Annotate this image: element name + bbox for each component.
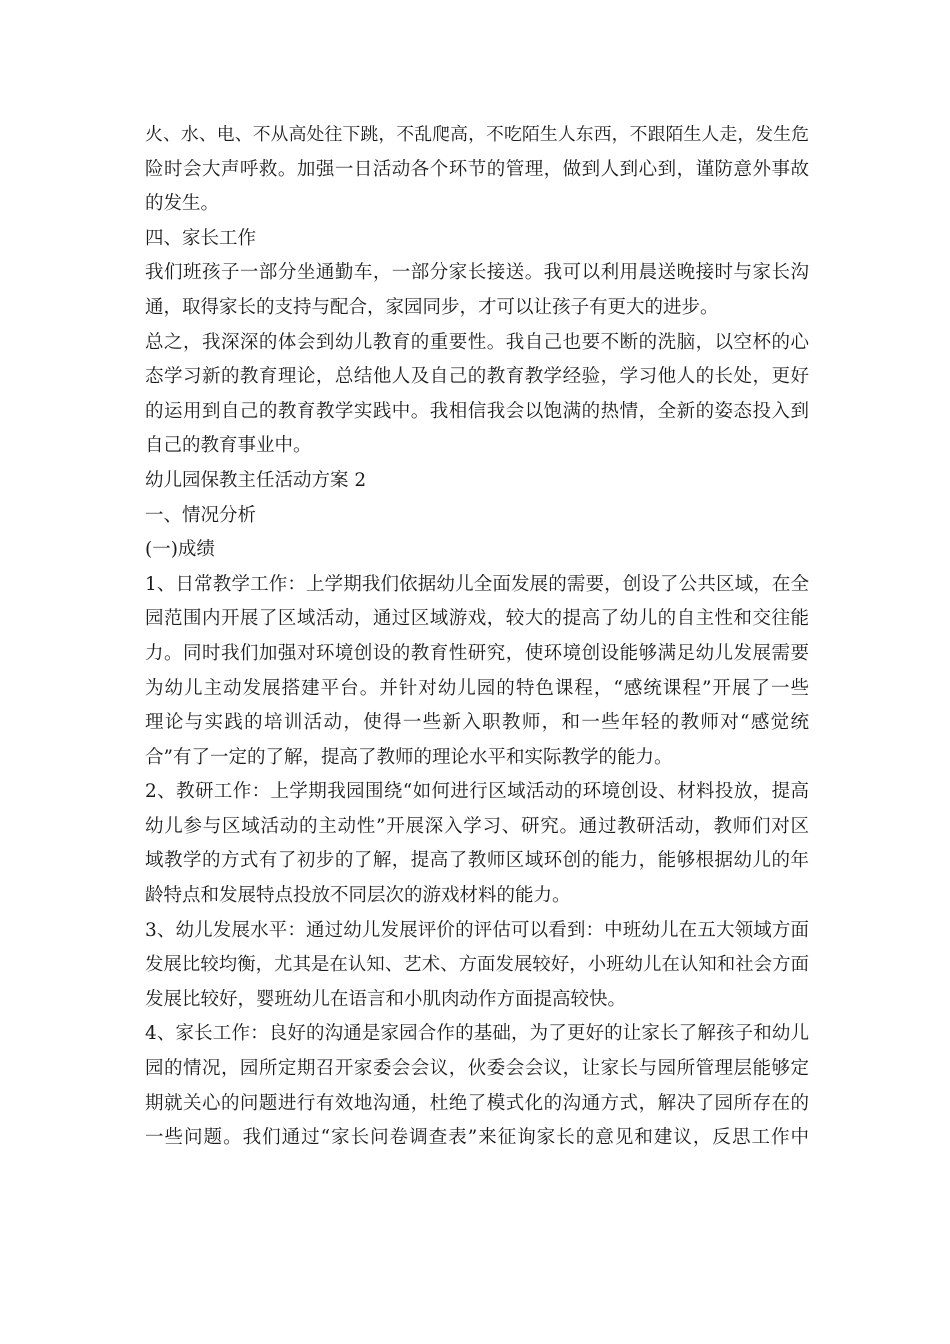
text-line: 的发生。: [145, 193, 220, 215]
text-line: 的运用到自己的教育教学实践中。我相信我会以饱满的热情，全新的姿态投入到: [145, 400, 809, 422]
text-line: 域教学的方式有了初步的了解，提高了教师区域环创的能力，能够根据幼儿的年: [145, 850, 809, 872]
text-line: 园的情况，园所定期召开家委会会议，伙委会会议，让家长与园所管理层能够定: [145, 1058, 809, 1080]
text-line: 发展比较均衡，尤其是在认知、艺术、方面发展较好，小班幼儿在认知和社会方面: [145, 954, 809, 976]
document-body: [145, 118, 809, 1156]
text-line: 3、幼儿发展水平：通过幼儿发展评价的评估可以看到：中班幼儿在五大领域方面: [145, 919, 809, 941]
text-line: 2、教研工作：上学期我园围绕“如何进行区域活动的环境创设、材料投放，提高: [145, 781, 809, 803]
text-line: 期就关心的问题进行有效地沟通，杜绝了模式化的沟通方式，解决了园所存在的: [145, 1092, 809, 1114]
text-line: 为幼儿主动发展搭建平台。并针对幼儿园的特色课程，“感统课程”开展了一些: [145, 677, 809, 699]
text-line: 发展比较好，婴班幼儿在语言和小肌肉动作方面提高较快。: [145, 988, 627, 1010]
text-line: 园范围内开展了区域活动，通过区域游戏，较大的提高了幼儿的自主性和交往能: [145, 608, 809, 630]
text-line: 力。同时我们加强对环境创设的教育性研究，使环境创设能够满足幼儿发展需要: [145, 642, 809, 664]
text-line: 一、情况分析: [145, 504, 257, 526]
text-line: 幼儿园保教主任活动方案 2: [145, 469, 367, 491]
text-line: 一些问题。我们通过“家长问卷调查表”来征询家长的意见和建议，反思工作中: [145, 1127, 809, 1149]
text-line: (一)成绩: [145, 539, 215, 561]
text-line: 合”有了一定的了解，提高了教师的理论水平和实际教学的能力。: [145, 746, 673, 768]
text-line: 龄特点和发展特点投放不同层次的游戏材料的能力。: [145, 885, 571, 907]
text-line: 态学习新的教育理论，总结他人及自己的教育教学经验，学习他人的长处，更好: [145, 366, 809, 388]
text-line: 自己的教育事业中。: [145, 435, 312, 457]
text-line: 四、家长工作: [145, 227, 257, 249]
text-line: 理论与实践的培训活动，使得一些新入职教师，和一些年轻的教师对“感觉统: [145, 712, 809, 734]
text-line: 我们班孩子一部分坐通勤车，一部分家长接送。我可以利用晨送晚接时与家长沟: [145, 262, 809, 284]
text-line: 总之，我深深的体会到幼儿教育的重要性。我自己也要不断的洗脑，以空杯的心: [145, 331, 809, 353]
text-line: 火、水、电、不从高处往下跳，不乱爬高，不吃陌生人东西，不跟陌生人走，发生危: [145, 124, 809, 145]
text-line: 幼儿参与区域活动的主动性”开展深入学习、研究。通过教研活动，教师们对区: [145, 815, 809, 837]
text-line: 1、日常教学工作：上学期我们依据幼儿全面发展的需要，创设了公共区域，在全: [145, 573, 809, 595]
text-line: 通，取得家长的支持与配合，家园同步，才可以让孩子有更大的进步。: [145, 296, 719, 318]
text-line: 险时会大声呼救。加强一日活动各个环节的管理，做到人到心到，谨防意外事故: [145, 158, 809, 180]
text-line: 4、家长工作：良好的沟通是家园合作的基础，为了更好的让家长了解孩子和幼儿: [145, 1023, 809, 1045]
